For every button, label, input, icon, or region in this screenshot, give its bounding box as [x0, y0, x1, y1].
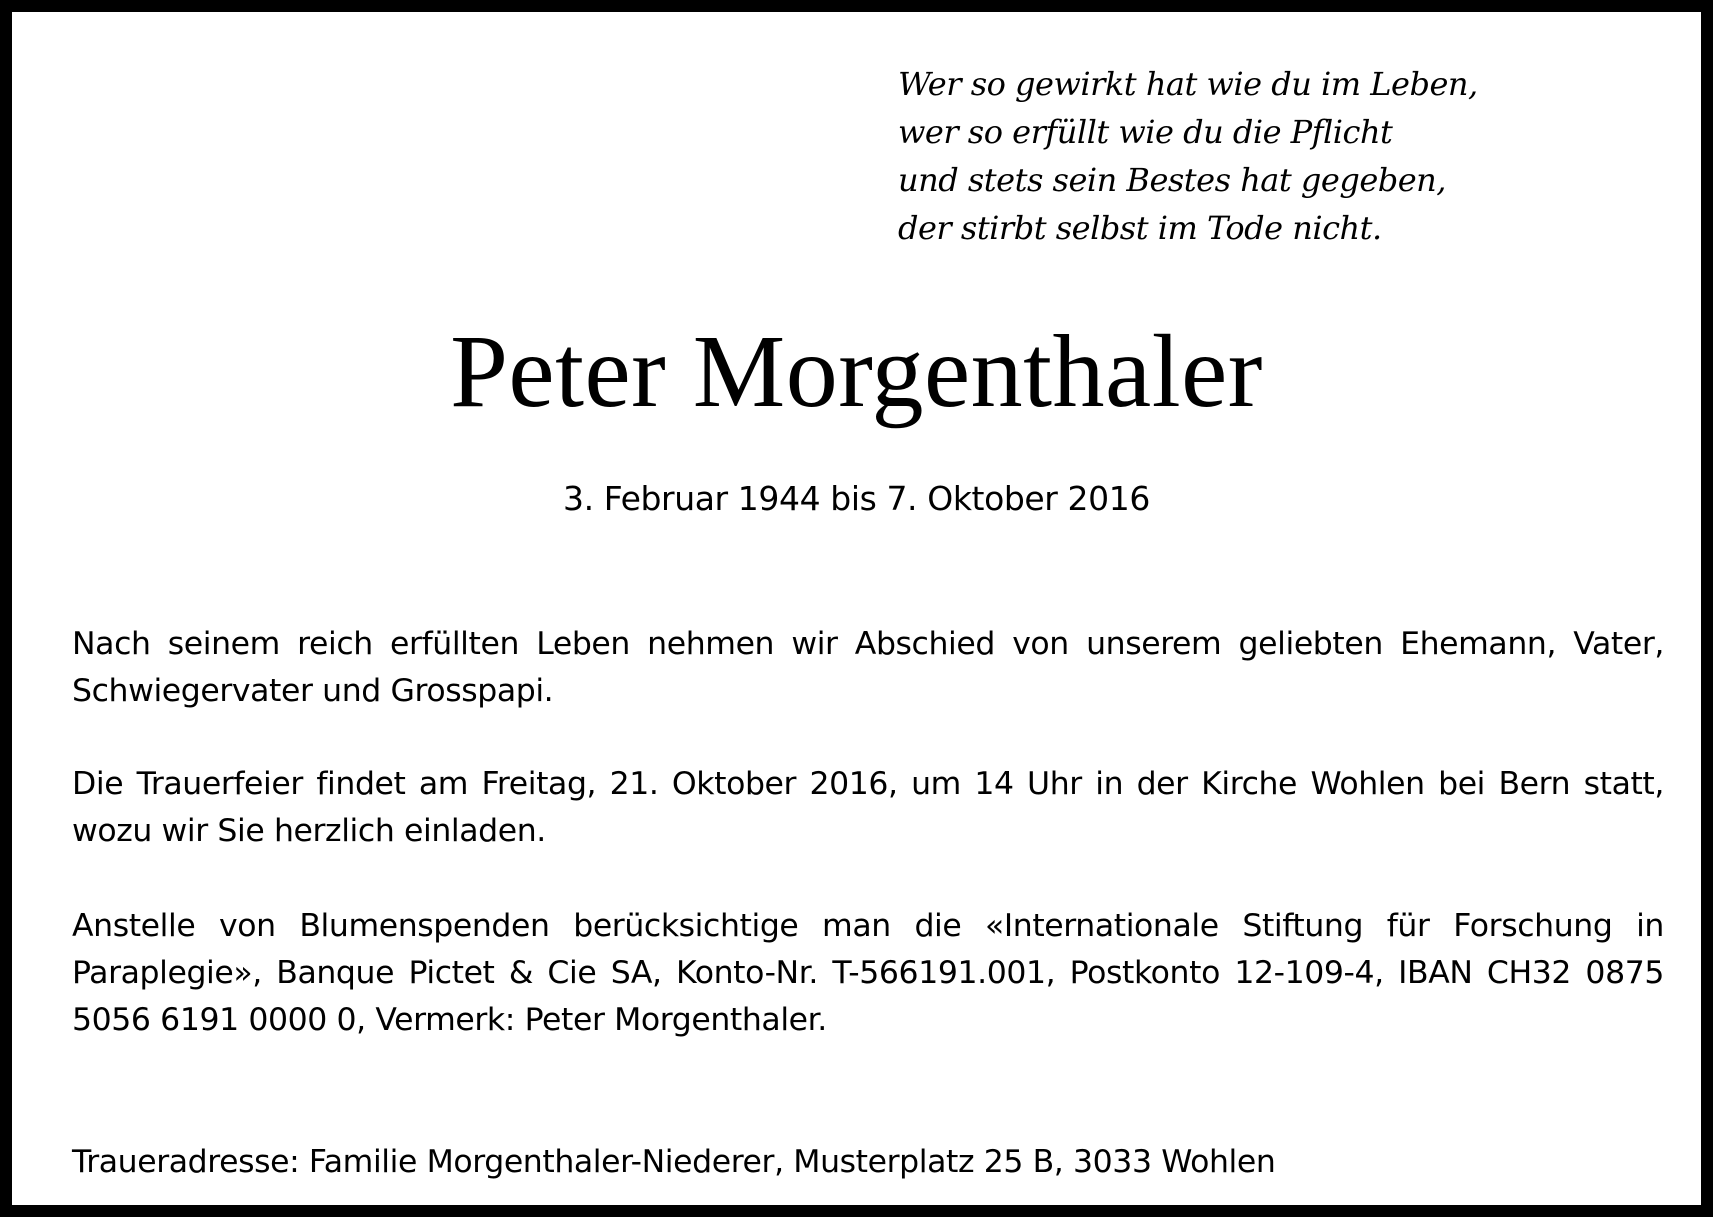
donation-paragraph: Anstelle von Blumenspenden berücksichtige man die «Internationale Stiftung für Forschung in Paraplegie», Banque Pictet & Cie SA, Konto-Nr. T-566191.001, Postkonto 12-109-4, IBAN CH32 0875 5056 6191 0000 0, Vermerk: Peter Morgenthaler. [72, 908, 1664, 1038]
memorial-poem [898, 60, 1478, 252]
poem-line: Wer so gewirkt hat wie du im Leben, [898, 65, 1478, 103]
farewell-paragraph: Nach seinem reich erfüllten Leben nehmen wir Abschied von unserem geliebten Ehemann, Vater, Schwiegervater und Grosspapi. [72, 626, 1664, 709]
poem-line: wer so erfüllt wie du die Pflicht [898, 113, 1393, 151]
life-dates: 3. Februar 1944 bis 7. Oktober 2016 [563, 479, 1150, 518]
deceased-name: Peter Morgenthaler [450, 314, 1263, 429]
poem-line: der stirbt selbst im Tode nicht. [898, 209, 1382, 247]
poem-line: und stets sein Bestes hat gegeben, [898, 161, 1446, 199]
mourning-address: Traueradresse: Familie Morgenthaler-Niederer, Musterplatz 25 B, 3033 Wohlen [72, 1144, 1276, 1180]
funeral-service-paragraph: Die Trauerfeier findet am Freitag, 21. Oktober 2016, um 14 Uhr in der Kirche Wohlen bei Bern statt, wozu wir Sie herzlich einladen. [72, 766, 1664, 849]
